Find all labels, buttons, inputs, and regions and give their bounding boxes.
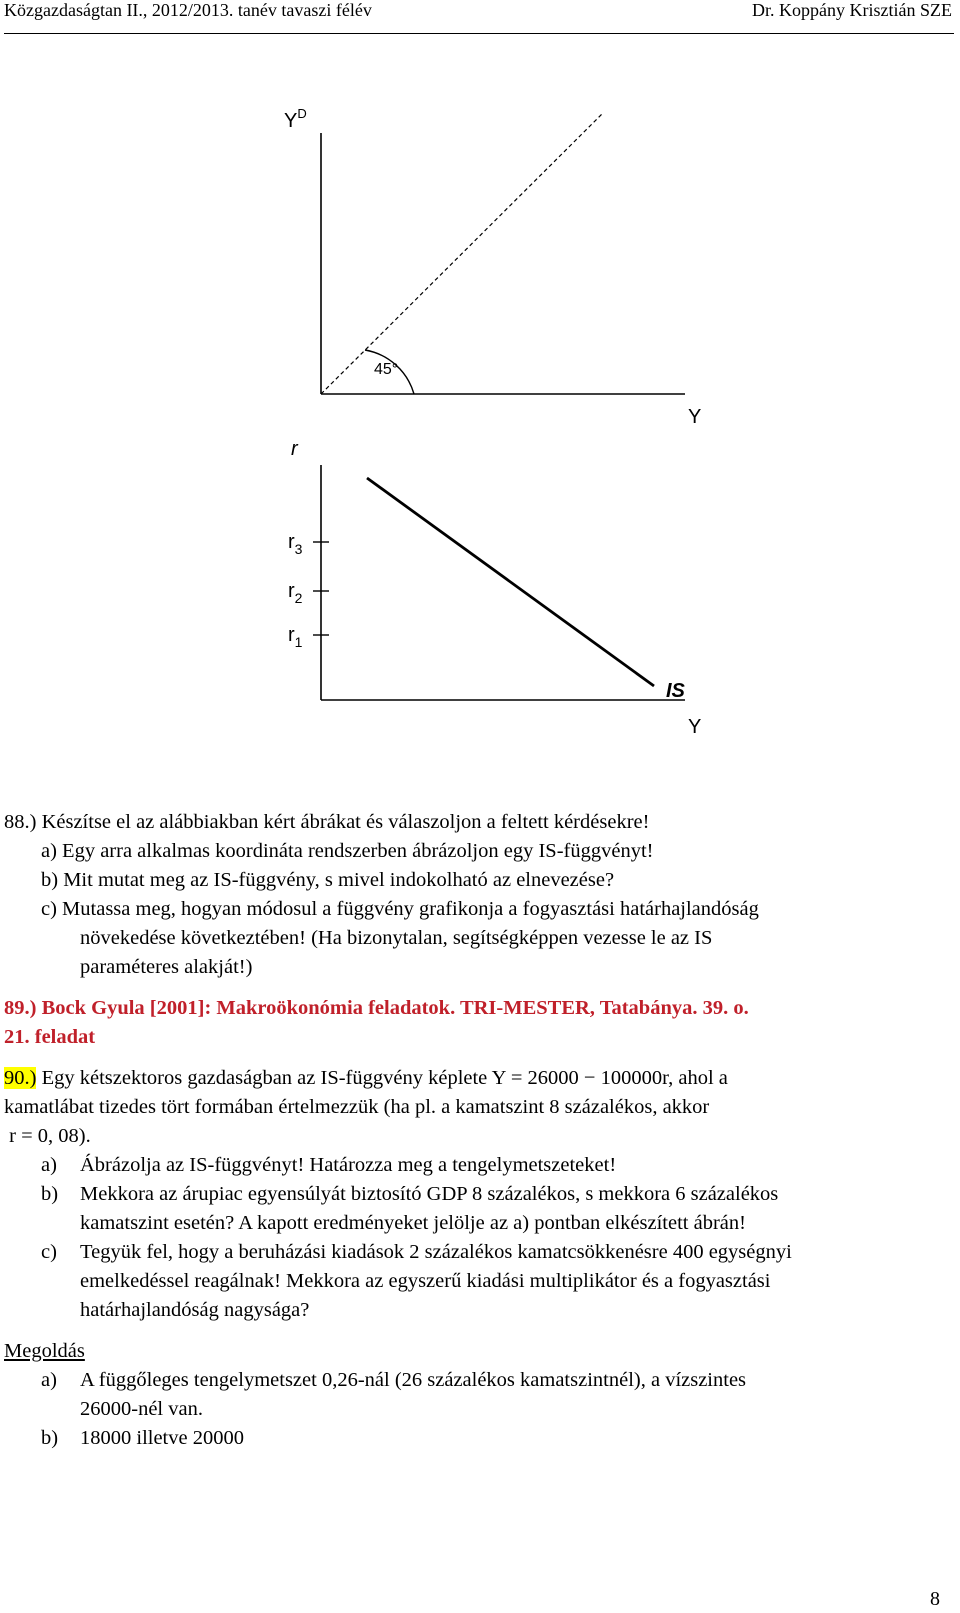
q90-line2: kamatlábat tizedes tört formában értelmezzük (ha pl. a kamatszint 8 százalékos, akkor	[4, 1096, 710, 1118]
q89-reference-line2: 21. feladat	[4, 1026, 96, 1048]
is-equation: Y = 26000 − 100000r	[491, 1067, 669, 1089]
q88-b: b) Mit mutat meg az IS-függvény, s mivel indokolható az elnevezése?	[41, 869, 615, 891]
header-course-title: Közgazdaságtan II., 2012/2013. tanév tavaszi félév	[4, 0, 372, 20]
tick-label-r2: $r_2$	[288, 580, 303, 606]
bottom-y-label: r	[291, 438, 298, 460]
tick-label-r1: $r_1$	[288, 624, 303, 650]
q90-number: 90.)	[4, 1067, 37, 1089]
q88-c-line1: c) Mutassa meg, hogyan módosul a függvény grafikonja a fogyasztási határhajlandóság	[41, 898, 759, 920]
is-curve-label: IS	[666, 680, 685, 702]
solution-title: Megoldás	[4, 1340, 85, 1362]
header-author: Dr. Koppány Krisztián SZE	[752, 0, 952, 20]
solution-item-a: a) A függőleges tengelymetszet 0,26-nál (26 százalékos kamatszintnél), a vízszintes 26000-nél van.	[41, 1369, 747, 1420]
bottom-x-label: Y	[688, 716, 702, 738]
tick-label-r3: $r_3$	[288, 531, 303, 557]
page-number: 8	[930, 1588, 940, 1610]
q88-c-line2: növekedése következtében! (Ha bizonytalan, segítségképpen vezesse le az IS	[80, 927, 713, 949]
exercise-text	[4, 808, 949, 1453]
top-y-label: $Y^D$	[284, 106, 307, 132]
q88-title: 88.) Készítse el az alábbiakban kért ábrákat és válaszoljon a feltett kérdésekre!	[4, 811, 650, 833]
q90-line3: r = 0, 08).	[9, 1125, 91, 1147]
is-curve-diagram	[0, 0, 960, 800]
top-x-label: Y	[688, 406, 702, 428]
q89-reference-line1: 89.) Bock Gyula [2001]: Makroökonómia feladatok. TRI-MESTER, Tatabánya. 39. o.	[4, 997, 749, 1019]
q88-a: a) Egy arra alkalmas koordináta rendszerben ábrázoljon egy IS-függvényt!	[41, 840, 654, 862]
line-45-degree	[321, 113, 603, 394]
q88-c-line3: paraméteres alakját!)	[80, 956, 253, 978]
rate-equation: r = 0, 08	[9, 1125, 79, 1147]
q90-item-b: b) Mekkora az árupiac egyensúlyát biztosító GDP 8 százalékos, s mekkora 6 százalékos kamatszint esetén? A kapott eredményeket jelölje az a) pontban elkészített ábrán!	[41, 1183, 779, 1234]
q90-item-a: a) Ábrázolja az IS-függvényt! Határozza meg a tengelymetszeteket!	[41, 1154, 617, 1176]
solution-item-b: b) 18000 illetve 20000	[41, 1427, 244, 1449]
q90-line1: 90.) Egy kétszektoros gazdaságban az IS-függvény képlete Y = 26000 − 100000r, ahol a	[4, 1067, 728, 1089]
q90-item-c: c) Tegyük fel, hogy a beruházási kiadások 2 százalékos kamatcsökkenésre 400 egységnyi emelkedéssel reagálnak! Mekkora az egyszerű kiadási multiplikátor és a fogyasztási határhajlandóság nagysága?	[41, 1241, 792, 1321]
angle-label: 45°	[374, 361, 399, 378]
is-curve	[367, 478, 654, 686]
